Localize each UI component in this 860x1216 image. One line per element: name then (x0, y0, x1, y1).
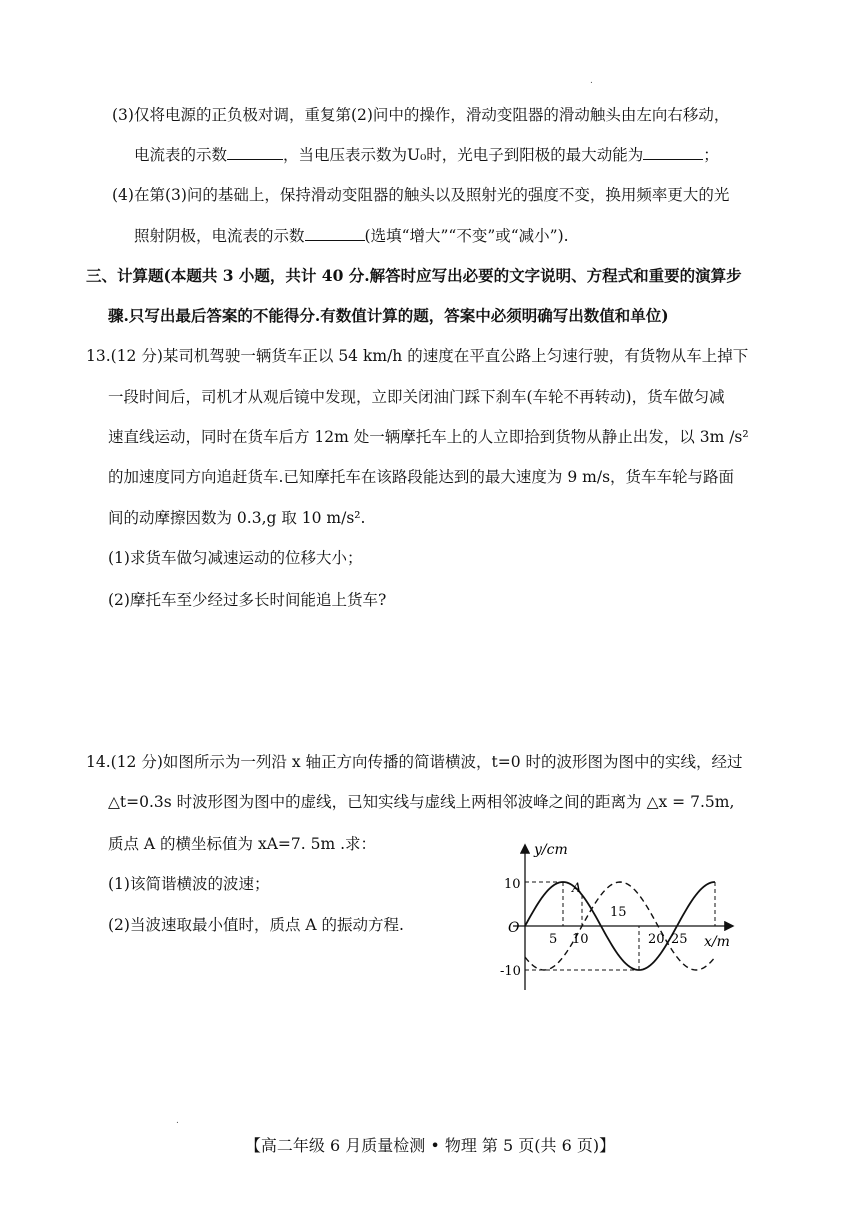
answer-blank[interactable] (227, 145, 283, 160)
q13-subquestion-2: (2)摩托车至少经过多长时间能追上货车? (108, 591, 387, 609)
q14-line: 质点 A 的横坐标值为 xA=7. 5m .求： (108, 835, 377, 853)
q14-line: △t=0.3s 时波形图为图中的虚线，已知实线与虚线上两相邻波峰之间的距离为 △x = 7.5m, (108, 793, 735, 811)
q13-line: 速直线运动，同时在货车后方 12m 处一辆摩托车上的人立即拾到货物从静止出发，以 3m /s² (108, 428, 749, 446)
q14-subquestion-2: (2)当波速取最小值时，质点 A 的振动方程. (108, 916, 404, 934)
q12-part3-line2 (134, 144, 719, 166)
q12-part3-text-a: 电流表的示数 (134, 146, 228, 164)
q14-line: 14.(12 分)如图所示为一列沿 x 轴正方向传播的简谐横波，t=0 时的波形图为图中的实线，经过 (86, 753, 743, 771)
x-axis-label: x/m (704, 934, 730, 950)
section3-heading-line1: 三、计算题(本题共 3 小题，共计 40 分.解答时应写出必要的文字说明、方程式和重要的演算步 (86, 266, 742, 285)
q13-line: 13.(12 分)某司机驾驶一辆货车正以 54 km/h 的速度在平直公路上匀速行驶，有货物从车上掉下 (86, 347, 749, 365)
y-tick-label: -10 (500, 964, 521, 979)
wave-graph (488, 840, 748, 1000)
y-axis-label: y/cm (534, 842, 568, 858)
x-tick-label: 15 (610, 905, 627, 920)
q13-line: 一段时间后，司机才从观后镜中发现，立即关闭油门踩下刹车(车轮不再转动)，货车做匀减 (108, 388, 725, 406)
section3-heading-line2: 骤.只写出最后答案的不能得分.有数值计算的题，答案中必须明确写出数值和单位) (108, 306, 669, 325)
answer-blank[interactable] (305, 226, 365, 241)
q12-part4-line2 (134, 225, 569, 247)
x-tick-label: 5 (549, 932, 558, 947)
q13-line: 间的动摩擦因数为 0.3,g 取 10 m/s². (108, 509, 366, 527)
q14-subquestion-1: (1)该简谐横波的波速； (108, 875, 270, 893)
x-tick-label: 20 (648, 932, 665, 947)
q12-part3-text-c: ； (703, 146, 719, 164)
origin-label: O (508, 920, 520, 936)
q12-part4-text-b: (选填“增大”“不变”或“减小”). (364, 227, 569, 245)
q13-line: 的加速度同方向追赶货车.已知摩托车在该路段能达到的最大速度为 9 m/s，货车车轮与路面 (108, 468, 735, 486)
point-a-label: A (572, 881, 582, 896)
q12-part4-text-a: 照射阴极，电流表的示数 (134, 227, 305, 245)
top-dot: . (590, 76, 593, 86)
answer-blank[interactable] (643, 145, 703, 160)
x-tick-label: 10 (572, 932, 589, 947)
bottom-dot: . (176, 1116, 179, 1126)
q12-part4-line1: (4)在第(3)问的基础上，保持滑动变阻器的触头以及照射光的强度不变，换用频率更大的光 (112, 186, 730, 204)
q12-part3-line1: (3)仅将电源的正负极对调，重复第(2)问中的操作，滑动变阻器的滑动触头由左向右移动， (112, 106, 730, 124)
y-tick-label: 10 (504, 877, 521, 892)
page-footer: 【高二年级 6 月质量检测 • 物理 第 5 页(共 6 页)】 (244, 1136, 616, 1155)
q12-part3-text-b: ，当电压表示数为U₀时，光电子到阳极的最大动能为 (283, 146, 644, 164)
q13-subquestion-1: (1)求货车做匀减速运动的位移大小； (108, 549, 363, 567)
x-tick-label: 25 (671, 932, 688, 947)
